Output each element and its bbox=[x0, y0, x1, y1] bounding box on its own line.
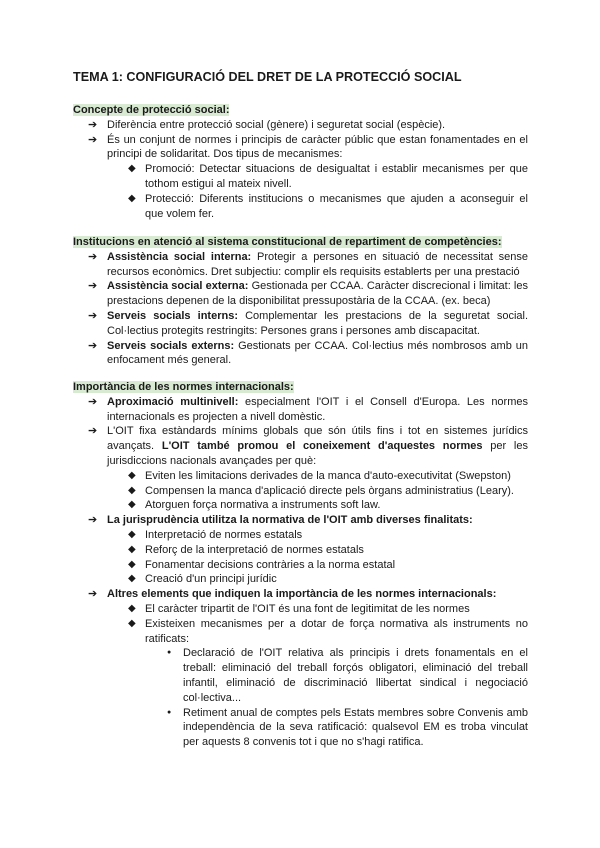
item-text: Protecció: Diferents institucions o mecanismes que ajuden a aconseguir el que volem fer. bbox=[145, 192, 528, 220]
list-item bbox=[128, 528, 528, 543]
item-text: per les jurisdiccions nacionals avançades per què: bbox=[107, 440, 528, 467]
diamond-icon: ◆ bbox=[128, 558, 136, 570]
list-item bbox=[128, 498, 528, 513]
diamond-icon: ◆ bbox=[128, 469, 136, 481]
diamond-icon: ◆ bbox=[128, 499, 136, 511]
list-item bbox=[128, 162, 528, 192]
diamond-icon: ◆ bbox=[128, 163, 136, 175]
diamond-icon: ◆ bbox=[128, 192, 136, 204]
item-text: L'OIT fixa estàndards mínims globals que són útils fins i tot en sistemes jurídics avançats. bbox=[107, 425, 528, 453]
item-text: Atorguen força normativa a instruments soft law. bbox=[145, 499, 381, 512]
arrow-icon: ➔ bbox=[88, 250, 98, 263]
arrow-icon: ➔ bbox=[88, 425, 98, 438]
item-term: L'OIT també promou el coneixement d'aquestes normes bbox=[161, 440, 483, 453]
item-text: Promoció: Detectar situacions de desigualtat i establir mecanismes per que tothom estigui al mateix nivell. bbox=[145, 163, 528, 190]
section-concepte bbox=[73, 103, 528, 221]
arrow-icon: ➔ bbox=[88, 118, 98, 131]
item-text: Compensen la manca d'aplicació directe pels òrgans administratius (Leary). bbox=[145, 484, 514, 497]
item-text: Retiment anual de comptes pels Estats membres sobre Convenis amb independència de la seva ratificació: qualsevol EM es troba vinculat per aquests 8 convenis tot i que no s'hagi ratifica. bbox=[183, 706, 528, 749]
list-item bbox=[128, 617, 528, 647]
item-term: Serveis socials interns: bbox=[107, 309, 238, 322]
list-item bbox=[128, 469, 528, 484]
item-text: El caràcter tripartit de l'OIT és una font de legitimitat de les normes bbox=[145, 602, 470, 615]
item-term: Assistència social interna: bbox=[107, 250, 252, 263]
arrow-icon: ➔ bbox=[88, 309, 98, 322]
section-institucions bbox=[73, 235, 528, 368]
arrow-icon: ➔ bbox=[88, 280, 98, 293]
item-text: Eviten les limitacions derivades de la manca d'auto-executivitat (Swepston) bbox=[145, 469, 511, 482]
section-importancia bbox=[73, 380, 528, 750]
item-text: especialment l'OIT i el Consell d'Europa. Les normes internacionals es projecten a nivell domèstic. bbox=[107, 395, 528, 423]
list-item bbox=[88, 118, 528, 133]
list-item bbox=[128, 192, 528, 222]
item-text: Gestionada per CCAA. Caràcter discrecional i limitat: les prestacions depenen de la disponibilitat pressupostària de la CCAA. (ex. beca) bbox=[107, 280, 528, 308]
arrow-icon: ➔ bbox=[88, 395, 98, 408]
diamond-icon: ◆ bbox=[128, 484, 136, 496]
list-item bbox=[167, 706, 528, 750]
item-text: Reforç de la interpretació de normes estatals bbox=[145, 543, 364, 556]
item-term: Altres elements que indiquen la importància de les normes internacionals: bbox=[107, 588, 497, 601]
section-heading: Concepte de protecció social: bbox=[73, 104, 230, 116]
section-heading: Importància de les normes internacionals: bbox=[73, 381, 294, 393]
diamond-icon: ◆ bbox=[128, 617, 136, 629]
list-item bbox=[128, 543, 528, 558]
arrow-icon: ➔ bbox=[88, 133, 98, 146]
diamond-icon: ◆ bbox=[128, 602, 136, 614]
list-item bbox=[128, 558, 528, 573]
item-text: Creació d'un principi jurídic bbox=[145, 573, 277, 586]
list-item bbox=[88, 309, 529, 339]
list-item bbox=[167, 646, 528, 705]
section-heading: Institucions en atenció al sistema constitucional de repartiment de competències: bbox=[73, 236, 502, 248]
bullet-dot-icon: ● bbox=[167, 649, 172, 657]
item-term: La jurisprudència utilitza la normativa de l'OIT amb diverses finalitats: bbox=[107, 514, 473, 527]
list-item bbox=[88, 395, 528, 425]
item-text: Protegir a persones en situació de necessitat sense recursos econòmics. Dret subjectiu: complir els requisits establerts per una prestació bbox=[107, 250, 529, 278]
item-text: És un conjunt de normes i principis de caràcter públic que estan fonamentades en el principi de solidaritat. Dos tipus de mecanismes: bbox=[107, 133, 528, 161]
arrow-icon: ➔ bbox=[88, 339, 98, 352]
document-title: TEMA 1: CONFIGURACIÓ DEL DRET DE LA PROTECCIÓ SOCIAL bbox=[73, 70, 462, 84]
list-item bbox=[88, 424, 528, 468]
list-item bbox=[128, 602, 528, 617]
item-text: Diferència entre protecció social (gènere) i seguretat social (espècie). bbox=[107, 118, 446, 131]
list-item bbox=[88, 279, 528, 309]
arrow-icon: ➔ bbox=[88, 514, 98, 527]
item-text: Gestionats per CCAA. Col·lectius més nombrosos amb un enfocament més general. bbox=[107, 339, 528, 367]
item-text: Complementar les prestacions de la seguretat social. Col·lectius protegits restringits: Persones grans i persones amb discapacitat. bbox=[107, 309, 529, 337]
list-item bbox=[88, 133, 528, 163]
arrow-icon: ➔ bbox=[88, 588, 98, 601]
diamond-icon: ◆ bbox=[128, 573, 136, 585]
item-text: Declaració de l'OIT relativa als principis i drets fonamentals en el treball: eliminació del treball forçós obligatori, eliminació del treball infantil, eliminació de discriminació llibertat sindical i negociació col·lectiva... bbox=[183, 647, 528, 704]
item-term: Assistència social externa: bbox=[107, 280, 249, 293]
item-text: Fonamentar decisions contràries a la norma estatal bbox=[145, 558, 396, 571]
diamond-icon: ◆ bbox=[128, 528, 136, 540]
list-item bbox=[128, 572, 528, 587]
list-item bbox=[88, 250, 529, 280]
list-item bbox=[88, 587, 528, 602]
list-item bbox=[88, 339, 528, 369]
item-text: Existeixen mecanismes per a dotar de força normativa als instruments no ratificats: bbox=[145, 617, 528, 645]
item-text: Interpretació de normes estatals bbox=[145, 528, 303, 541]
list-item bbox=[88, 513, 528, 528]
item-term: Serveis socials externs: bbox=[107, 339, 235, 352]
item-term: Aproximació multinivell: bbox=[107, 395, 239, 408]
list-item bbox=[128, 484, 528, 499]
diamond-icon: ◆ bbox=[128, 543, 136, 555]
bullet-dot-icon: ● bbox=[167, 708, 172, 716]
